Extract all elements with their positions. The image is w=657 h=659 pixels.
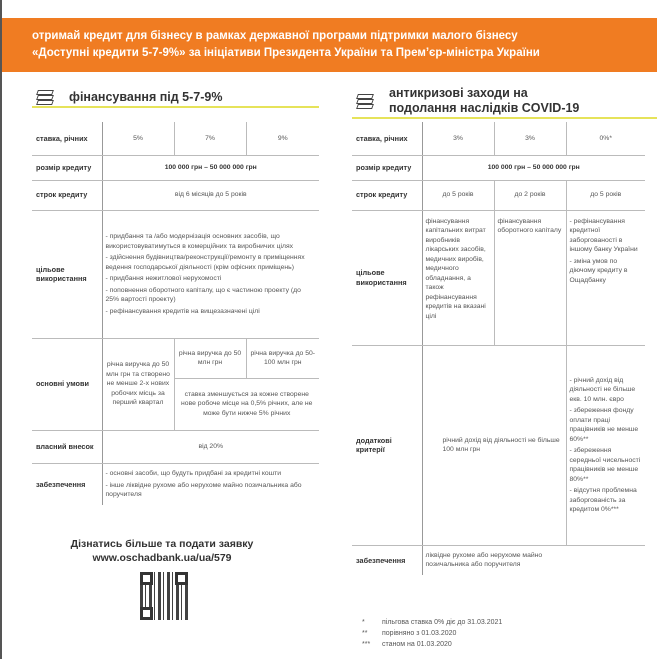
money-stack-icon [355, 92, 377, 110]
left-table: ставка, річних 5% 7% 9% розмір кредиту 100 000 грн – 50 000 000 грн строк кредиту від 6 місяців до 5 років цільове використання - придбання та /або модернізація основних засобів, що використовуватимуться в комерційних та виробничих цілях - здійснення будівництва/реконструкції/ремонту в приміщеннях ведення господарської діяльності (крім офісних приміщень) - придбання нежитлової нерухомості - поповнення оборотного капіталу, що є частиною проекту (до 25% вартості проекту) - рефінансування кредитів на вищезазначені цілі основні умови річна виручка до 50 млн грн та створено не менше 2-х нових робочих місць за перший квартал річна виручка до 50 млн грн річна виручка до 50-100 млн грн ставка зменшується за кожне створене нове робоче місце на 0,5% річних, але не може бути нижче 5% річних власний внесок від 20% забезпечення - основні засоби, що будуть придбані за кредитні кошти - інше ліквідне рухоме або нерухоме майно позичальника або поручителя [32, 122, 319, 505]
footnote: *** станом на 01.03.2020 [362, 641, 452, 648]
banner-line-2: «Доступні кредити 5-7-9%» за ініціативи Президента України та Прем’єр-міністра України [32, 47, 540, 59]
right-section-title: антикризові заходи на подолання наслідків COVID-19 [355, 86, 579, 116]
banner-line-1: отримай кредит для бізнесу в рамках державної програми підтримки малого бізнесу [32, 30, 518, 42]
footnote: * пільгова ставка 0% діє до 31.03.2021 [362, 619, 503, 626]
cta-text: Дізнатись більше та подати заявку [70, 538, 254, 550]
banner [2, 18, 657, 72]
right-divider [352, 117, 657, 119]
footnote: ** порівняно з 01.03.2020 [362, 630, 457, 637]
right-table: ставка, річних 3% 3% 0%* розмір кредиту 100 000 грн – 50 000 000 грн строк кредиту до 5 років до 2 років до 5 років цільове використання фінансування капітальних витрат виробників лікарських засобів, медичних виробів, медичного обладнання, а також рефінансування кредитів на вказані цілі фінансування оборотного капіталу - рефінансування кредитної заборгованості в іншому банку України - зміна умов по діючому кредиту в Ощадбанку додаткові критерії річний дохід від діяльності не більше 100 млн грн - річний дохід від діяльності не більше екв. 10 млн. євро - збереження фонду оплати праці працівників не менше 60%** - збереження середньої чисельності працівників не менше 80%** - відсутня проблемна заборгованість за кредитом 0%*** забезпечення ліквідне рухоме або нерухоме майно позичальника або поручителя [352, 122, 645, 575]
qr-code-icon [140, 572, 188, 620]
cta-url[interactable]: www.oschadbank.ua/ua/579 [92, 552, 232, 564]
left-divider [32, 106, 319, 108]
money-stack-icon [35, 88, 57, 106]
left-section-title: фінансування під 5-7-9% [35, 88, 222, 106]
